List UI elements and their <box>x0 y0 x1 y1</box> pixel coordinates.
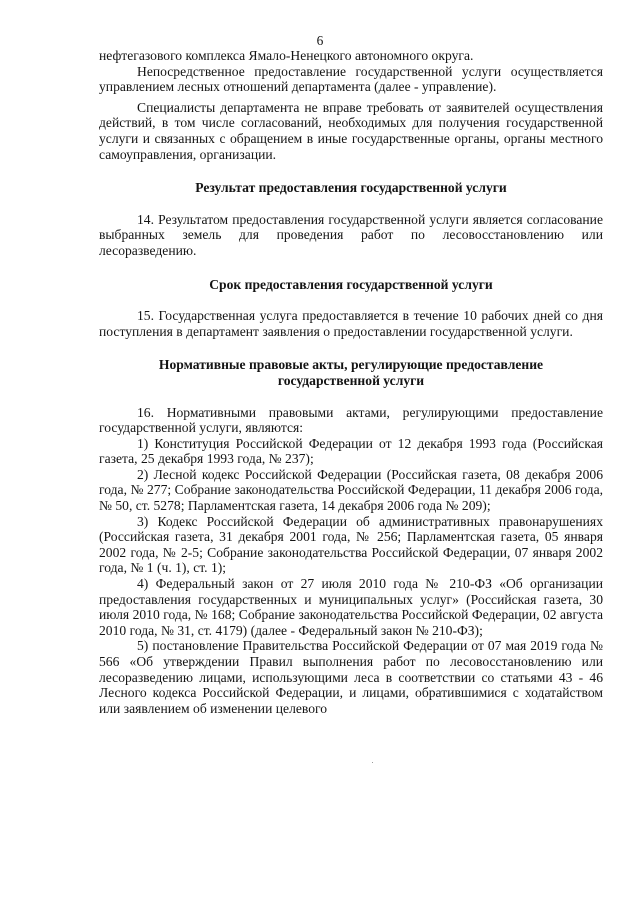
document-body <box>99 48 603 716</box>
spacer <box>99 259 603 277</box>
list-item-forest-code: 2) Лесной кодекс Российской Федерации (Российская газета, 08 декабря 2006 года, № 277; Собрание законодательства Российской Федерации, 11 декабря 2006 года, № 50, ст. 5278; Парламентская газета, 14 декабря 2006 года № 209); <box>99 466 603 514</box>
list-item-government-decree-566: 5) постановление Правительства Российской Федерации от 07 мая 2019 года № 566 «Об утверждении Правил выполнения работ по лесовосстановлению или лесоразведению лицами, использующими леса в соответствии со статьями 43 - 46 Лесного кодекса Российской Федерации, и лицами, обратившимися с ходатайством или заявлением об изменении целевого <box>99 638 603 716</box>
spacer <box>99 162 603 180</box>
heading-legal-acts-line-1: Нормативные правовые акты, регулирующие предоставление <box>158 357 544 373</box>
list-item-constitution: 1) Конституция Российской Федерации от 12 декабря 1993 года (Российская газета, 25 декабря 1993 года, № 237); <box>99 435 603 467</box>
list-item-administrative-code: 3) Кодекс Российской Федерации об административных правонарушениях (Российская газета, 31 декабря 2001 года, № 256; Парламентская газета, 05 января 2002 года, № 2-5; Собрание законодательства Российской Федерации, 07 января 2002 года, № 1 (ч. 1), ст. 1); <box>99 513 603 576</box>
spacer <box>99 196 603 212</box>
paragraph-16: 16. Нормативными правовыми актами, регулирующими предоставление государственной услуги, являются: <box>99 404 603 436</box>
heading-result: Результат предоставления государственной услуги <box>195 180 507 196</box>
scan-artifact-dot <box>372 762 373 763</box>
paragraph-direct-provision: Непосредственное предоставление государственной услуги осуществляется управлением лесных отношений департамента (далее - управление). <box>99 63 603 95</box>
paragraph-continued: нефтегазового комплекса Ямало-Ненецкого автономного округа. <box>99 48 474 63</box>
spacer <box>99 339 603 357</box>
paragraph-14: 14. Результатом предоставления государственной услуги является согласование выбранных земель для проведения работ по лесовосстановлению или лесоразведению. <box>99 211 603 258</box>
page-number: 6 <box>316 33 324 48</box>
heading-term: Срок предоставления государственной услуги <box>209 276 493 292</box>
spacer <box>99 389 603 405</box>
paragraph-specialists: Специалисты департамента не вправе требовать от заявителей осуществления действий, в том числе согласований, необходимых для получения государственной услуги и связанных с обращением в иные государственные органы, органы местного самоуправления, организации. <box>99 99 603 162</box>
list-item-federal-law-210: 4) Федеральный закон от 27 июля 2010 года № 210-ФЗ «Об организации предоставления государственных и муниципальных услуг» (Российская газета, 30 июля 2010 года, № 168; Собрание законодательства Российской Федерации, 02 августа 2010 года, № 31, ст. 4179) (далее - Федеральный закон № 210-ФЗ); <box>99 576 603 638</box>
heading-legal-acts-line-2: государственной услуги <box>277 372 425 388</box>
paragraph-15: 15. Государственная услуга предоставляется в течение 10 рабочих дней со дня поступления в департамент заявления о предоставлении государственной услуги. <box>99 308 603 339</box>
spacer <box>99 292 603 308</box>
